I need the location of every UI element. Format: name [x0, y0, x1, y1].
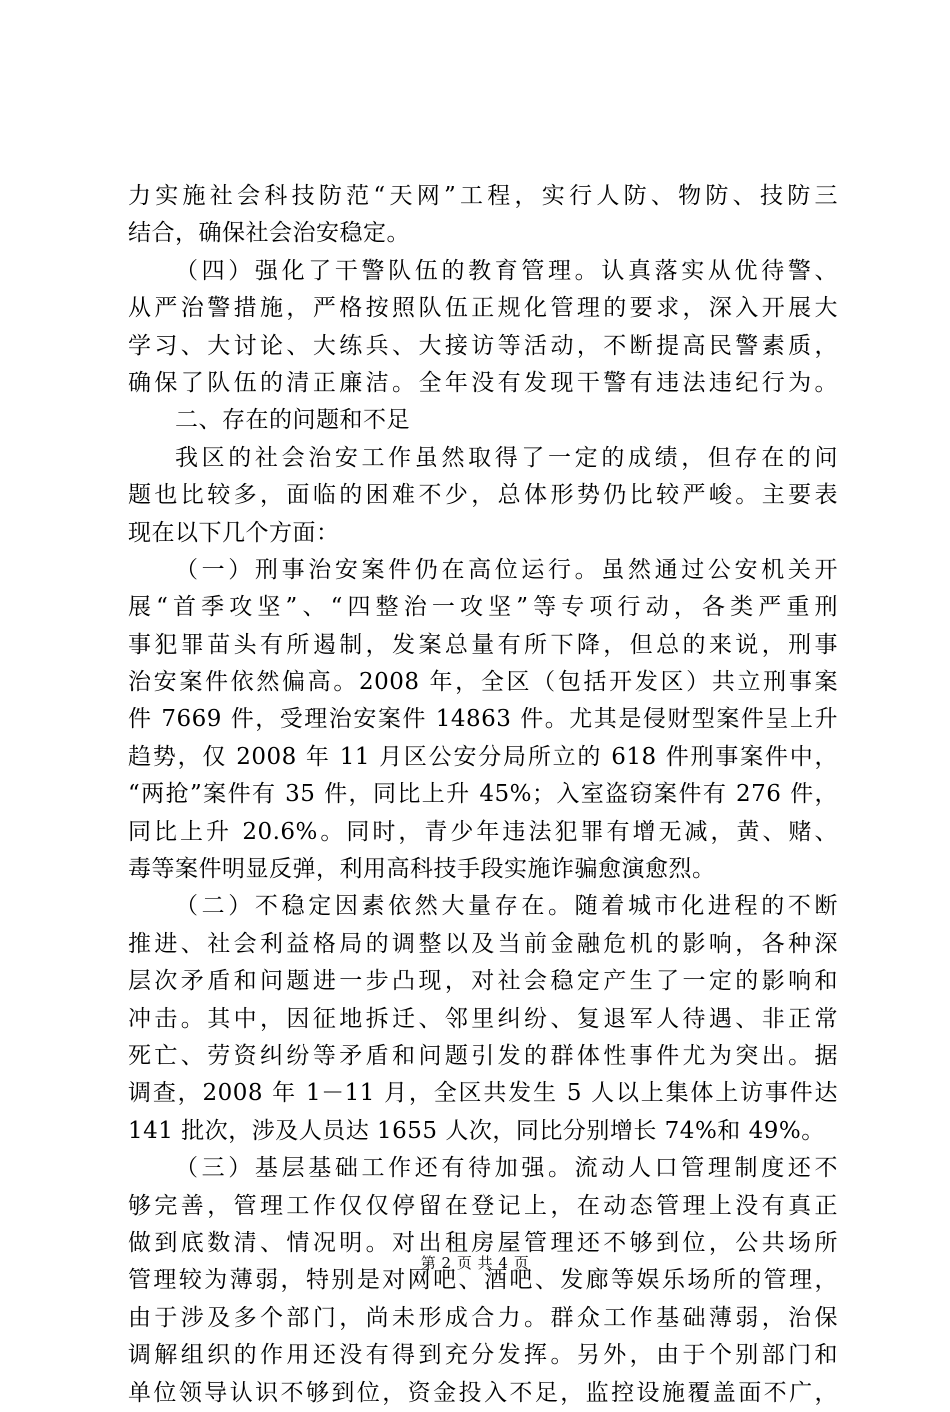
text-line: 141 批次，涉及人员达 1655 人次，同比分别增长 74%和 49%。 — [128, 1117, 825, 1144]
text-line: 冲击。其中，因征地拆迁、邻里纠纷、复退军人待遇、非正常 — [128, 1005, 838, 1032]
text-line: 层次矛盾和问题进一步凸现，对社会稳定产生了一定的影响和 — [128, 968, 838, 995]
text-line: 题也比较多，面临的困难不少，总体形势仍比较严峻。主要表 — [128, 482, 838, 509]
text-line: “两抢”案件有 35 件，同比上升 45%；入室盗窃案件有 276 件， — [128, 781, 838, 808]
text-line: 单位领导认识不够到位，资金投入不足，监控设施覆盖面不广， — [128, 1379, 838, 1406]
text-line: （三）基层基础工作还有待加强。流动人口管理制度还不 — [175, 1155, 838, 1182]
body-text — [128, 178, 838, 1412]
text-line: 确保了队伍的清正廉洁。全年没有发现干警有违法违纪行为。 — [128, 369, 838, 396]
text-line: 从严治警措施，严格按照队伍正规化管理的要求，深入开展大 — [128, 295, 838, 322]
text-line: 趋势，仅 2008 年 11 月区公安分局所立的 618 件刑事案件中， — [128, 743, 838, 770]
text-line: 结合，确保社会治安稳定。 — [128, 220, 410, 247]
text-line: 够完善，管理工作仅仅停留在登记上，在动态管理上没有真正 — [128, 1192, 838, 1219]
text-line: 事犯罪苗头有所遏制，发案总量有所下降，但总的来说，刑事 — [128, 631, 838, 658]
text-line: 调解组织的作用还没有得到充分发挥。另外，由于个别部门和 — [128, 1342, 838, 1369]
text-line: 做到底数清、情况明。对出租房屋管理还不够到位，公共场所 — [128, 1229, 838, 1256]
text-line: 由于涉及多个部门，尚未形成合力。群众工作基础薄弱，治保 — [128, 1304, 838, 1331]
text-line: （四）强化了干警队伍的教育管理。认真落实从优待警、 — [175, 257, 838, 284]
text-line: （二）不稳定因素依然大量存在。随着城市化进程的不断 — [175, 893, 838, 920]
page-number-footer: 第 2 页 共 4 页 — [420, 1254, 530, 1272]
text-line: 毒等案件明显反弹，利用高科技手段实施诈骗愈演愈烈。 — [128, 856, 716, 883]
text-line: 死亡、劳资纠纷等矛盾和问题引发的群体性事件尤为突出。据 — [128, 1042, 838, 1069]
text-line: 管理较为薄弱，特别是对网吧、酒吧、发廊等娱乐场所的管理， — [128, 1267, 838, 1294]
section-heading: 二、存在的问题和不足 — [175, 407, 410, 434]
text-line: 件 7669 件，受理治安案件 14863 件。尤其是侵财型案件呈上升 — [128, 706, 838, 733]
text-line: 推进、社会利益格局的调整以及当前金融危机的影响，各种深 — [128, 930, 838, 957]
text-line: 我区的社会治安工作虽然取得了一定的成绩，但存在的问 — [175, 444, 838, 471]
text-line: 学习、大讨论、大练兵、大接访等活动，不断提高民警素质， — [128, 332, 838, 359]
text-line: 力实施社会科技防范“天网”工程，实行人防、物防、技防三 — [128, 183, 838, 209]
text-line: 展“首季攻坚”、“四整治一攻坚”等专项行动，各类严重刑 — [128, 594, 838, 621]
text-line: （一）刑事治安案件仍在高位运行。虽然通过公安机关开 — [175, 556, 838, 583]
text-line: 现在以下几个方面： — [128, 519, 340, 546]
text-line: 同比上升 20.6%。同时，青少年违法犯罪有增无减，黄、赌、 — [128, 818, 838, 845]
text-line: 治安案件依然偏高。2008 年，全区（包括开发区）共立刑事案 — [128, 669, 838, 696]
text-line: 调查，2008 年 1－11 月，全区共发生 5 人以上集体上访事件达 — [128, 1080, 838, 1107]
